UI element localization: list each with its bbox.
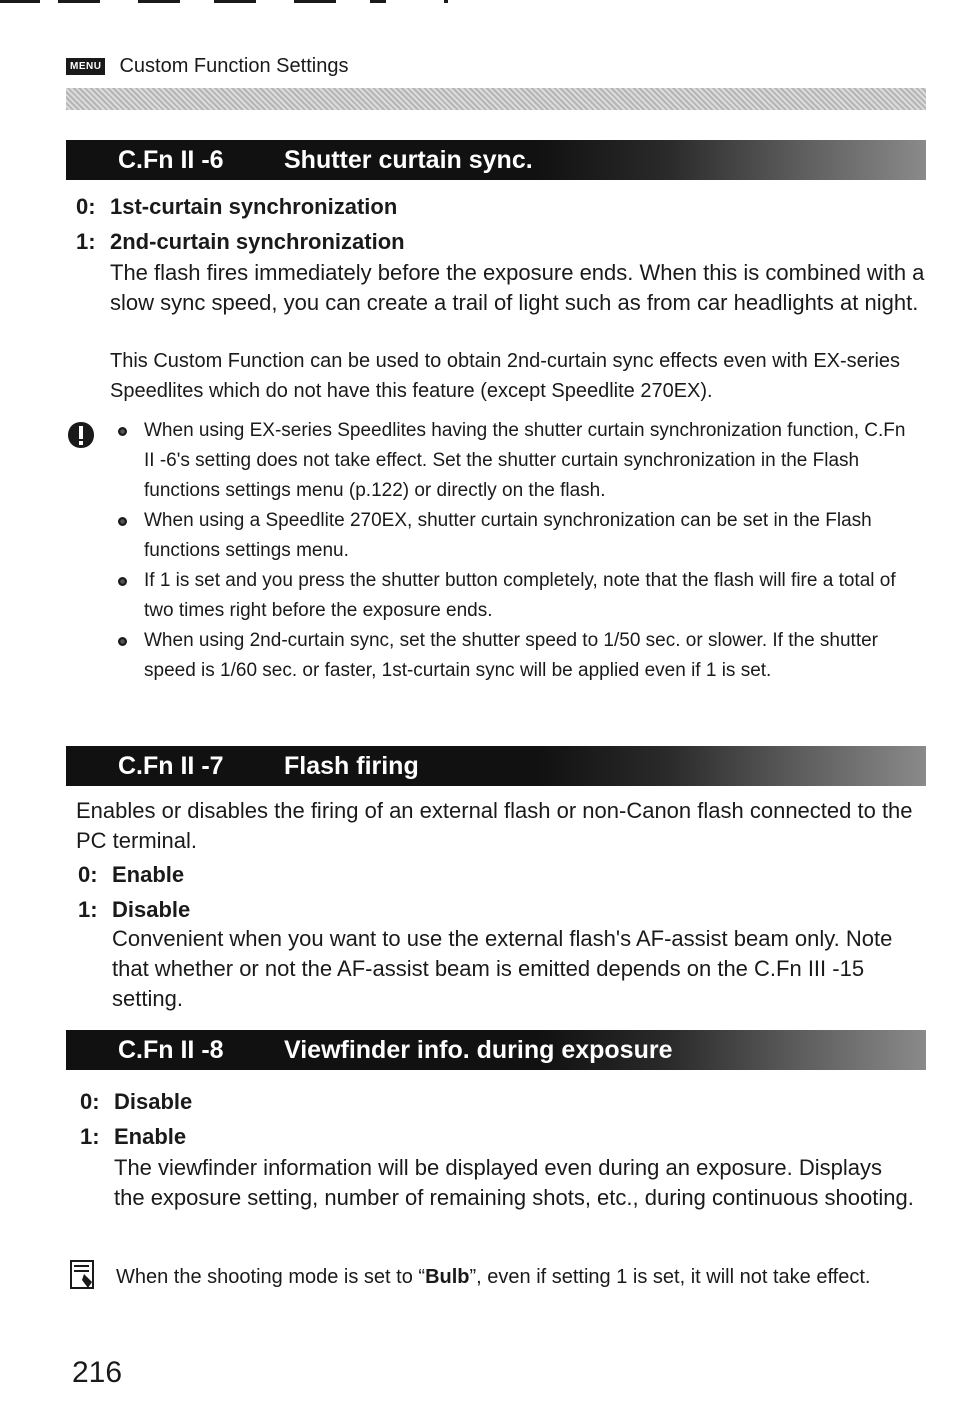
running-header — [66, 55, 348, 78]
option-0: 0: Disable — [80, 1089, 193, 1114]
header-title: Custom Function Settings — [119, 55, 349, 77]
option-0: 0: Enable — [78, 862, 185, 887]
option-0: 0: 1st-curtain synchronization — [76, 194, 398, 219]
section-intro: Enables or disables the firing of an external flash or non-Canon flash connected to the PC terminal. — [76, 798, 913, 853]
menu-badge-icon: MENU — [66, 58, 105, 75]
option-description: Convenient when you want to use the external flash's AF-assist beam only. Note that whether or not the AF-assist beam is emitted depends on the C.Fn III -15 setting. — [112, 926, 893, 1011]
list-item: When using EX-series Speedlites having the shutter curtain synchronization function, C.Fn II -6's setting does not take effect. Set the shutter curtain synchronization in the Flash functions settings menu (p.122) or directly on the flash. — [112, 416, 912, 506]
section-code: C.Fn II -7 — [118, 751, 224, 780]
memo-icon — [70, 1260, 96, 1290]
list-item: When using a Speedlite 270EX, shutter curtain synchronization can be set in the Flash functions settings menu. — [112, 506, 912, 566]
option-1: 1: 2nd-curtain synchronization — [76, 229, 405, 254]
bullet-icon — [118, 517, 127, 526]
option-1: 1: Disable — [78, 897, 191, 922]
option-1: 1: Enable — [80, 1124, 187, 1149]
top-edge-dashes — [0, 0, 954, 8]
list-item: If 1 is set and you press the shutter button completely, note that the flash will fire a total of two times right before the exposure ends. — [112, 566, 912, 626]
caution-notes — [112, 416, 912, 686]
section-code: C.Fn II -8 — [118, 1035, 224, 1064]
list-item: When using 2nd-curtain sync, set the shutter speed to 1/50 sec. or slower. If the shutter speed is 1/60 sec. or faster, 1st-curtain sync will be applied even if 1 is set. — [112, 626, 912, 686]
section-bar-cfn-ii-8 — [66, 1030, 926, 1070]
option-description: The flash fires immediately before the exposure ends. When this is combined with a slow sync speed, you can create a trail of light such as from car headlights at night. — [110, 260, 925, 315]
section-title: Shutter curtain sync. — [284, 145, 533, 174]
bullet-icon — [118, 427, 127, 436]
page-number: 216 — [72, 1356, 123, 1389]
caution-icon — [66, 420, 96, 450]
memo-note: When the shooting mode is set to “Bulb”, even if setting 1 is set, it will not take effect. — [116, 1266, 871, 1288]
section-title: Flash firing — [284, 751, 419, 780]
section-bar-cfn-ii-7 — [66, 746, 926, 786]
bullet-icon — [118, 637, 127, 646]
bullet-icon — [118, 577, 127, 586]
option-description-extra: This Custom Function can be used to obtain 2nd-curtain sync effects even with EX-series Speedlites which do not have this feature (except Speedlite 270EX). — [110, 350, 901, 402]
section-bar-cfn-ii-6 — [66, 140, 926, 180]
section-title: Viewfinder info. during exposure — [284, 1035, 673, 1064]
header-rule — [66, 88, 926, 110]
section-code: C.Fn II -6 — [118, 145, 224, 174]
option-description: The viewfinder information will be displayed even during an exposure. Displays the exposure setting, number of remaining shots, etc., during continuous shooting. — [114, 1155, 914, 1210]
